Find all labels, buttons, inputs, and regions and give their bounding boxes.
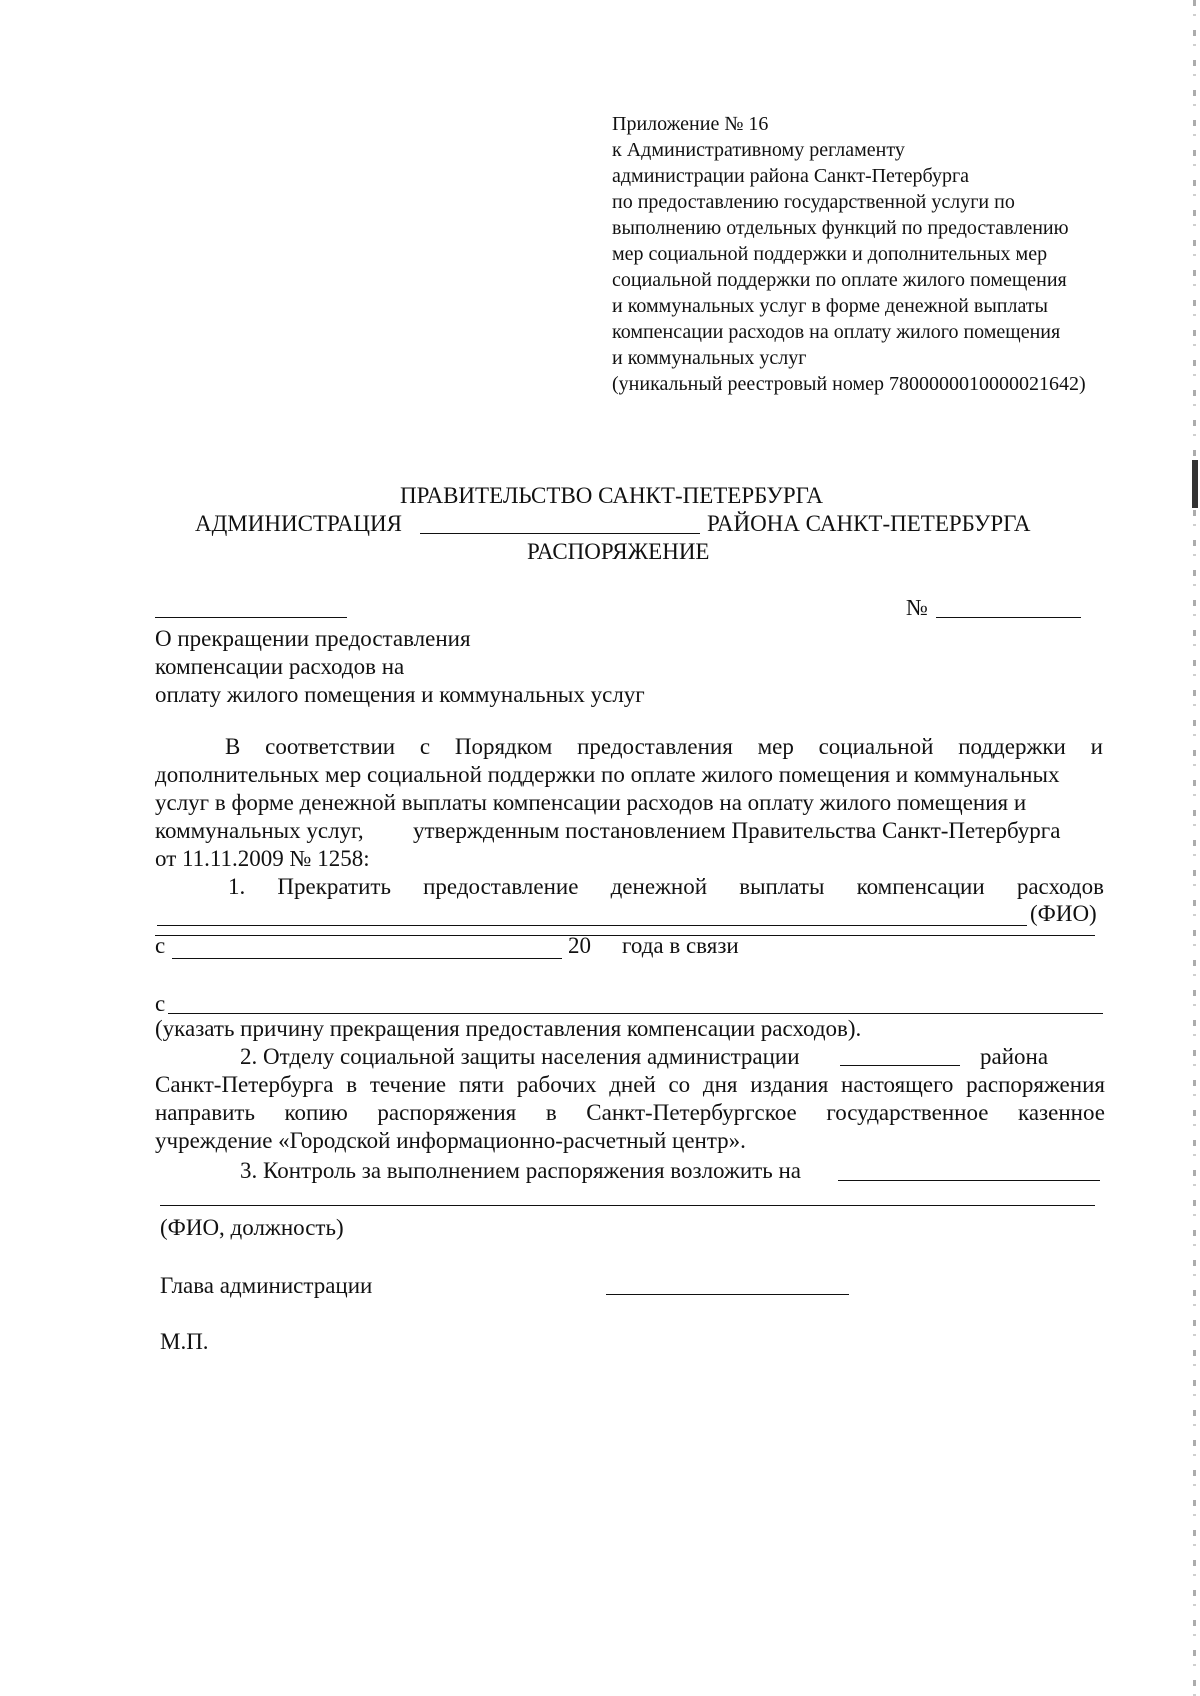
word: течение [369, 1072, 447, 1097]
fio-blank [157, 925, 1027, 926]
preamble-line-4b: утвержденным постановлением Правительства Санкт-Петербурга [413, 818, 1061, 843]
item1-year-prefix: 20 [568, 933, 591, 958]
signature-blank [606, 1294, 849, 1295]
word: казенное [1018, 1100, 1105, 1125]
scan-edge [1193, 0, 1196, 1696]
subject-line-3: оплату жилого помещения и коммунальных услуг [155, 682, 645, 707]
annex-line-2: к Административному регламенту [612, 139, 905, 161]
stamp-label: М.П. [160, 1329, 209, 1354]
word: со [668, 1072, 691, 1097]
preamble-line-4a: коммунальных услуг, [155, 818, 364, 843]
annex-line-11: (уникальный реестровый номер 7800000010000021642) [612, 373, 1086, 395]
item1-reason-prefix: с [155, 991, 166, 1016]
preamble-line-5: от 11.11.2009 № 1258: [155, 846, 370, 871]
word: дня [702, 1072, 738, 1097]
annex-line-10: и коммунальных услуг [612, 347, 807, 369]
word: распоряжения [377, 1100, 517, 1125]
item2-line-3 [155, 1099, 1105, 1127]
order-title: РАСПОРЯЖЕНИЕ [527, 539, 710, 564]
annex-line-4: по предоставлению государственной услуги по [612, 191, 1015, 213]
item3-hint: (ФИО, должность) [160, 1215, 344, 1240]
word: Прекратить [277, 874, 391, 899]
word: государственное [826, 1100, 989, 1125]
item1-line-1 [228, 873, 1104, 901]
scan-edge-mark [1192, 460, 1198, 508]
admin-right: РАЙОНА САНКТ-ПЕТЕРБУРГА [707, 511, 1031, 536]
annex-line-7: социальной поддержки по оплате жилого помещения [612, 269, 1067, 291]
word: выплаты [739, 874, 825, 899]
number-label: № [906, 595, 928, 620]
word: копию [284, 1100, 348, 1125]
word: рабочих [516, 1072, 597, 1097]
head-title: Глава администрации [160, 1273, 373, 1298]
word: издания [750, 1072, 829, 1097]
admin-left: АДМИНИСТРАЦИЯ [195, 511, 402, 536]
word: денежной [610, 874, 708, 899]
subject-line-2: компенсации расходов на [155, 654, 405, 679]
annex-line-3: администрации района Санкт-Петербурга [612, 165, 970, 187]
responsible-blank-2 [160, 1205, 1095, 1206]
word: распоряжения [966, 1072, 1105, 1097]
word: настоящего [841, 1072, 954, 1097]
responsible-blank [838, 1180, 1100, 1181]
word: с [419, 734, 431, 759]
preamble-line-3: услуг в форме денежной выплаты компенсации расходов на оплату жилого помещения и [155, 790, 1027, 815]
date-blank [155, 617, 347, 618]
word: Санкт-Петербурга [155, 1072, 334, 1097]
word: в [545, 1100, 557, 1125]
word: дней [609, 1072, 656, 1097]
item2-line-2 [155, 1071, 1105, 1099]
district-blank [420, 533, 700, 534]
word: Порядком [454, 734, 553, 759]
annex-line-1: Приложение № 16 [612, 113, 769, 135]
word: Санкт-Петербургское [586, 1100, 797, 1125]
item3-line: 3. Контроль за выполнением распоряжения возложить на [240, 1158, 801, 1183]
item1-reason-hint: (указать причину прекращения предоставления компенсации расходов). [155, 1016, 862, 1041]
date-from-blank [172, 958, 562, 959]
item2-line-4: учреждение «Городской информационно-расчетный центр». [155, 1128, 746, 1153]
word: мер [757, 734, 794, 759]
item2-line-1b: района [980, 1044, 1049, 1069]
item2-line-1a: 2. Отделу социальной защиты населения администрации [240, 1044, 800, 1069]
number-blank [936, 617, 1081, 618]
word: предоставление [423, 874, 579, 899]
word: социальной [818, 734, 934, 759]
word: расходов [1016, 874, 1104, 899]
preamble-line-1 [225, 733, 1103, 761]
department-blank [840, 1065, 960, 1066]
government-title: ПРАВИТЕЛЬСТВО САНКТ-ПЕТЕРБУРГА [400, 483, 824, 508]
word: пяти [458, 1072, 505, 1097]
item1-year-suffix: года в связи [622, 933, 739, 958]
word: поддержки [958, 734, 1066, 759]
annex-line-9: компенсации расходов на оплату жилого помещения [612, 321, 1061, 343]
word: предоставления [577, 734, 733, 759]
item1-from: с [155, 933, 166, 958]
annex-line-8: и коммунальных услуг в форме денежной выплаты [612, 295, 1048, 317]
word: 1. [228, 874, 246, 899]
word: и [1090, 734, 1103, 759]
annex-line-5: выполнению отдельных функций по предоставлению [612, 217, 1069, 239]
reason-blank [168, 1013, 1103, 1014]
word: направить [155, 1100, 255, 1125]
word: в [346, 1072, 358, 1097]
word: соответствии [265, 734, 396, 759]
word: компенсации [856, 874, 985, 899]
word: В [225, 734, 241, 759]
subject-line-1: О прекращении предоставления [155, 626, 471, 651]
annex-line-6: мер социальной поддержки и дополнительных мер [612, 243, 1048, 265]
fio-hint: (ФИО) [1030, 901, 1097, 926]
preamble-line-2: дополнительных мер социальной поддержки по оплате жилого помещения и коммунальных [155, 762, 1060, 787]
